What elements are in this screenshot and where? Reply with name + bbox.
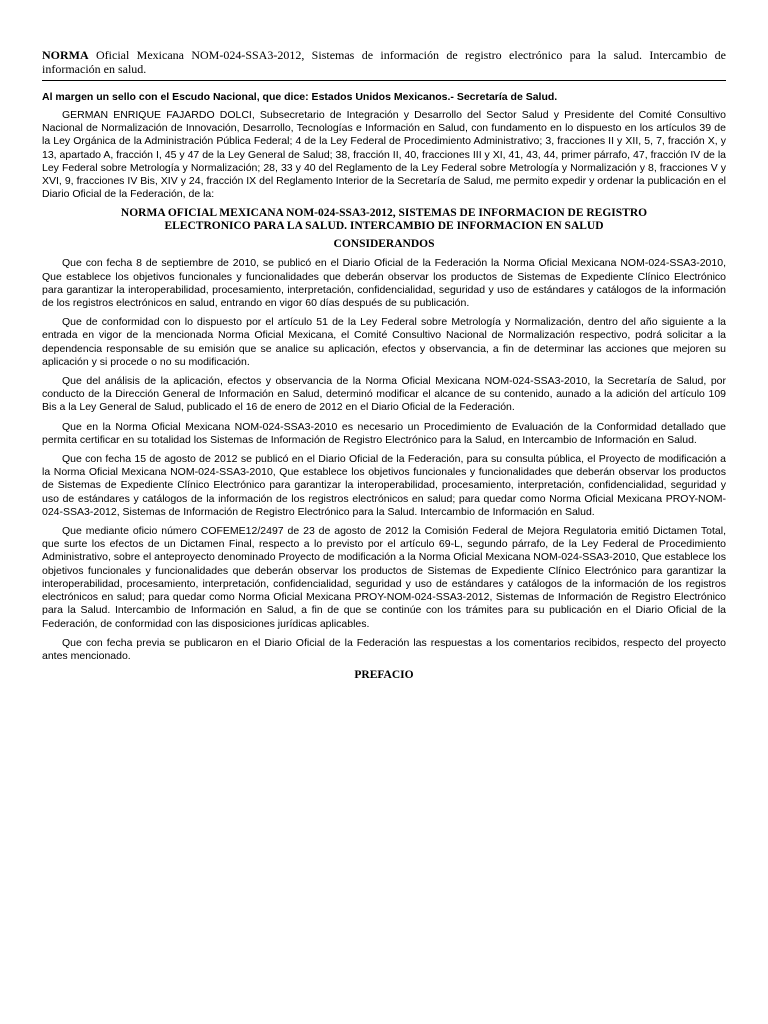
document-title (42, 48, 726, 81)
norm-heading (42, 207, 726, 233)
norm-heading-line-2: ELECTRONICO PARA LA SALUD. INTERCAMBIO DE INFORMACION EN SALUD (164, 220, 604, 233)
considerandos-heading: CONSIDERANDOS (333, 238, 435, 251)
considerando-paragraph: Que con fecha 8 de septiembre de 2010, se publicó en el Diario Oficial de la Federación la Norma Oficial Mexicana NOM-024-SSA3-2010, Que establece los objetivos funcionales y funcionalidades que deberán observar los productos de Sistemas de Expediente Clínico Electrónico para garantizar la interoperabilidad, procesamiento, interpretación, confidencialidad, seguridad y uso de estándares y catálogos de la información de los registros electrónicos en salud, entrando en vigor 60 días después de su publicación. (42, 257, 726, 310)
document-title-lead: NORMA (42, 48, 89, 62)
considerando-paragraph: Que con fecha 15 de agosto de 2012 se publicó en el Diario Oficial de la Federación, para su consulta pública, el Proyecto de modificación a la Norma Oficial Mexicana NOM-024-SSA3-2010, Que establece los objetivos funcionales y funcionalidades que deberán observar los productos de Sistemas de Expediente Clínico Electrónico para garantizar la interoperabilidad, procesamiento, interpretación, confidencialidad, seguridad y uso de estándares y catálogos de la información de los registros electrónicos en salud; para quedar como Norma Oficial Mexicana PROY-NOM-024-SSA3-2012, Sistemas de Información de Registro Electrónico para la Salud. Intercambio de Información en Salud. (42, 453, 726, 518)
intro-paragraph: GERMAN ENRIQUE FAJARDO DOLCI, Subsecretario de Integración y Desarrollo del Sector Salud y Presidente del Comité Consultivo Nacional de Normalización de Innovación, Desarrollo, Tecnologías e Información en Salud, con fundamento en lo dispuesto en los artículos 39 de la Ley Orgánica de la Administración Pública Federal; 4 de la Ley Federal de Procedimiento Administrativo; 3, fracciones II y XII, 5, 7, fracción X, y 13, apartado A, fracción I, 45 y 47 de la Ley General de Salud; 38, fracción II, 40, fracciones III y XI, 41, 43, 44, primer párrafo, 47, fracción IV de la Ley Federal sobre Metrología y Normalización; 28, 33 y 40 del Reglamento de la Ley Federal sobre Metrología y Normalización y 8, fracciones V y XVI, 9, fracciones IV Bis, XIV y 24, fracción IX del Reglamento Interior de la Secretaría de Salud, me permito expedir y ordenar la publicación en el Diario Oficial de la Federación, de la: (42, 109, 726, 201)
considerando-paragraph: Que con fecha previa se publicaron en el Diario Oficial de la Federación las respuestas a los comentarios recibidos, respecto del proyecto antes mencionado. (42, 636, 726, 662)
considerando-paragraph: Que en la Norma Oficial Mexicana NOM-024-SSA3-2010 es necesario un Procedimiento de Evaluación de la Conformidad detallado que permita certificar en su totalidad los Sistemas de Información de Registro Electrónico para la Salud, en Intercambio de Información en Salud. (42, 420, 726, 446)
considerando-paragraph: Que mediante oficio número COFEME12/2497 de 23 de agosto de 2012 la Comisión Federal de Mejora Regulatoria emitió Dictamen Total, que surte los efectos de un Dictamen Final, respecto a lo previsto por el artículo 69-L, segundo párrafo, de la Ley Federal de Procedimiento Administrativo, sobre el anteproyecto denominado Proyecto de modificación a la Norma Oficial Mexicana NOM-024-SSA3-2010, Que establece los objetivos funcionales y funcionalidades que deberán observar los productos de Sistemas de Expediente Clínico Electrónico para garantizar la interoperabilidad, procesamiento, interpretación, confidencialidad, seguridad y uso de estándares y catálogos de la información de los registros electrónicos en salud; para quedar como Norma Oficial Mexicana PROY-NOM-024-SSA3-2012, Sistemas de Información de Registro Electrónico para la Salud. Intercambio de Información en Salud, a fin de que se continúe con los trámites para su publicación en el Diario Oficial de la Federación, de conformidad con las disposiciones jurídicas aplicables. (42, 525, 726, 630)
document-page (42, 48, 726, 688)
prefacio-heading: PREFACIO (354, 669, 414, 682)
document-title-rest: Oficial Mexicana NOM-024-SSA3-2012, Sistemas de información de registro electrónico para la salud. Intercambio de información en salud. (42, 48, 726, 76)
norm-heading-line-1: NORMA OFICIAL MEXICANA NOM-024-SSA3-2012, SISTEMAS DE INFORMACION DE REGISTRO (120, 207, 648, 220)
seal-line: Al margen un sello con el Escudo Nacional, que dice: Estados Unidos Mexicanos.- Secretaría de Salud. (42, 91, 558, 103)
considerando-paragraph: Que de conformidad con lo dispuesto por el artículo 51 de la Ley Federal sobre Metrología y Normalización, dentro del año siguiente a la entrada en vigor de la mencionada Norma Oficial Mexicana, el Comité Consultivo Nacional de Normalización respectivo, podrá solicitar a la dependencia responsable de su emisión que se analice su aplicación, efectos y observancia, a fin de determinar las acciones que mejoren su aplicación y si procede o no su modificación. (42, 316, 726, 368)
considerando-paragraph: Que del análisis de la aplicación, efectos y observancia de la Norma Oficial Mexicana NOM-024-SSA3-2010, la Secretaría de Salud, por conducto de la Dirección General de Información en Salud, determinó modificar el alcance de su contenido, aunado a la adición del artículo 109 Bis a la Ley General de Salud, publicado el 16 de enero de 2012 en el Diario Oficial de la Federación. (42, 375, 726, 414)
